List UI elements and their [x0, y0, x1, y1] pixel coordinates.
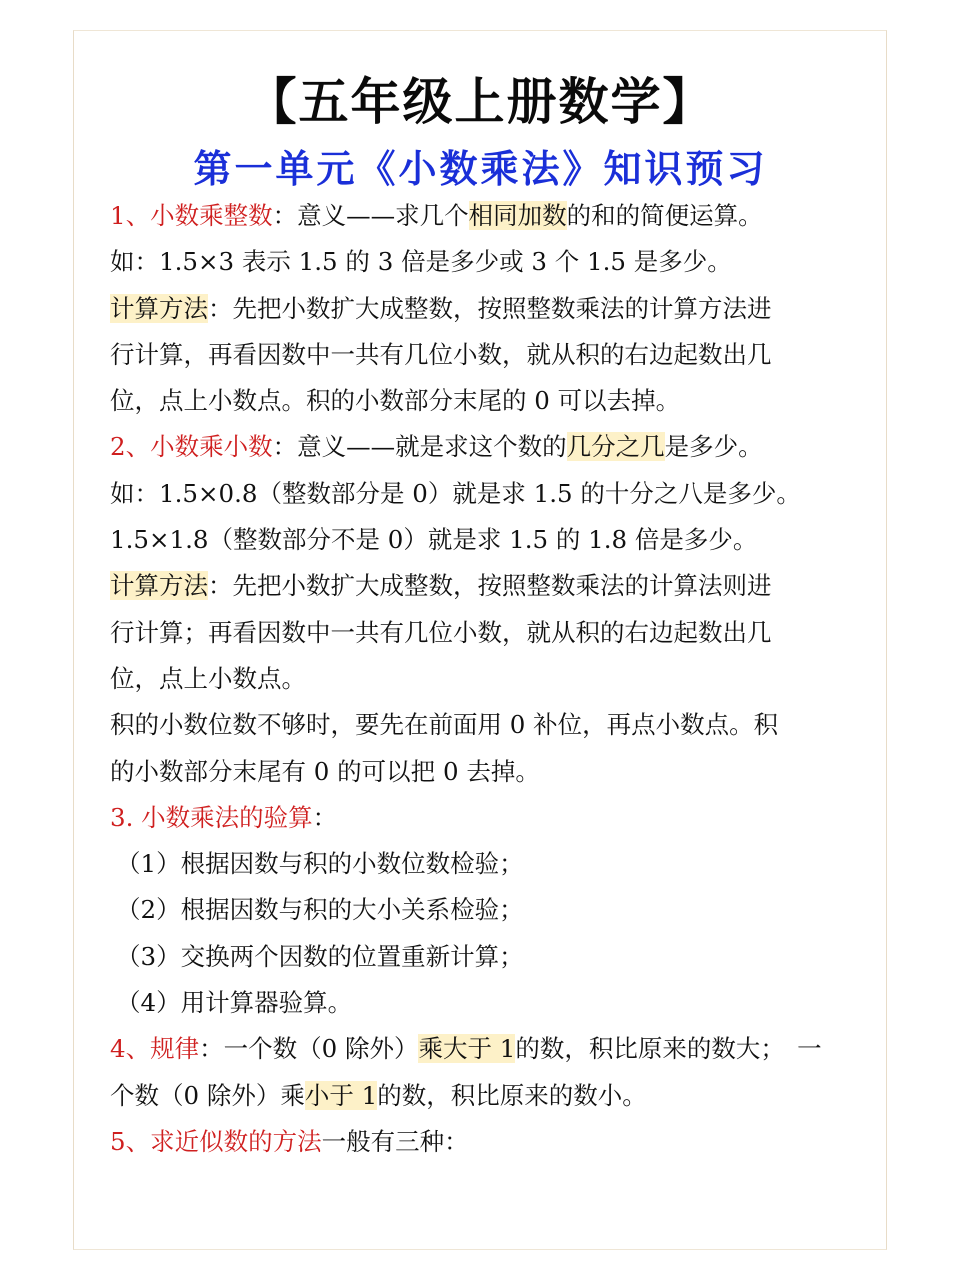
section-1-heading: 1、小数乘整数 — [110, 201, 273, 230]
section-1-heading-line — [110, 193, 858, 239]
section-1-example: 如：1.5×3 表示 1.5 的 3 倍是多少或 3 个 1.5 是多少。 — [110, 247, 732, 277]
section-1-meaning-tail: 的和的简便运算。 — [566, 201, 763, 230]
section-4-highlight-2: 小于 1 — [304, 1080, 378, 1110]
section-4-heading: 4、规律 — [110, 1034, 200, 1064]
section-4-text-a: ：一个数（0 除外） — [199, 1034, 419, 1064]
section-2-example-1: 如：1.5×0.8（整数部分是 0）就是求 1.5 的十分之八是多少。 — [110, 478, 801, 508]
section-4-highlight-1: 乘大于 1 — [418, 1034, 516, 1064]
section-2-method-label: 计算方法 — [110, 571, 208, 601]
section-2-heading-line — [110, 424, 858, 470]
section-4-line-1 — [110, 1026, 858, 1072]
section-3-heading-line — [110, 795, 858, 841]
section-2-note-line-1: 积的小数位数不够时，要先在前面用 0 补位，再点小数点。积 — [110, 710, 779, 740]
section-3-item: （1）根据因数与积的小数位数检验； — [116, 849, 524, 879]
section-1-meaning: ：意义——求几个 — [272, 201, 469, 230]
page-title: 【五年级上册数学】 — [246, 73, 715, 131]
section-1-method-line-2: 行计算，再看因数中一共有几位小数，就从积的右边起数出几 — [110, 339, 772, 369]
section-1-method-text: ：先把小数扩大成整数，按照整数乘法的计算方法进 — [208, 293, 772, 323]
section-1-method-line-3: 位，点上小数点。积的小数部分末尾的 0 可以去掉。 — [110, 386, 681, 416]
section-1-highlight: 相同加数 — [468, 201, 567, 230]
document-body — [110, 193, 858, 1165]
page-subtitle: 第一单元《小数乘法》知识预习 — [193, 146, 768, 191]
section-2-method-line-2: 行计算；再看因数中一共有几位小数，就从积的右边起数出几 — [110, 617, 772, 647]
section-2-meaning-tail: 是多少。 — [664, 432, 763, 462]
section-4-line-2 — [110, 1073, 858, 1119]
section-3-heading: 3. 小数乘法的验算 — [110, 802, 313, 832]
section-2-note-line-2: 的小数部分末尾有 0 的可以把 0 去掉。 — [110, 756, 540, 786]
section-3-item: （4）用计算器验算。 — [116, 988, 353, 1018]
section-4-text-c: 个数（0 除外）乘 — [110, 1080, 305, 1110]
section-2-highlight: 几分之几 — [566, 432, 665, 462]
section-3-item: （2）根据因数与积的大小关系检验； — [116, 895, 524, 925]
section-5-heading-line — [110, 1119, 858, 1165]
section-5-text: 一般有三种： — [321, 1126, 469, 1156]
section-3-colon: ： — [312, 802, 338, 832]
section-2-example-2: 1.5×1.8（整数部分不是 0）就是求 1.5 的 1.8 倍是多少。 — [110, 525, 758, 555]
section-1-method-label: 计算方法 — [110, 293, 208, 323]
section-4-text-d: 的数，积比原来的数小。 — [377, 1080, 647, 1110]
section-2-method-text: ：先把小数扩大成整数，按照整数乘法的计算法则进 — [208, 571, 772, 601]
section-2-method-line-3: 位，点上小数点。 — [110, 663, 306, 693]
section-2-method-line-1 — [110, 563, 858, 609]
section-2-meaning: ：意义——就是求这个数的 — [272, 432, 567, 462]
section-3-item: （3）交换两个因数的位置重新计算； — [116, 941, 524, 971]
section-1-method-line-1 — [110, 286, 858, 332]
section-4-text-b: 的数，积比原来的数大； 一 — [515, 1034, 822, 1064]
section-2-heading: 2、小数乘小数 — [110, 432, 273, 462]
section-5-heading: 5、求近似数的方法 — [110, 1126, 322, 1156]
